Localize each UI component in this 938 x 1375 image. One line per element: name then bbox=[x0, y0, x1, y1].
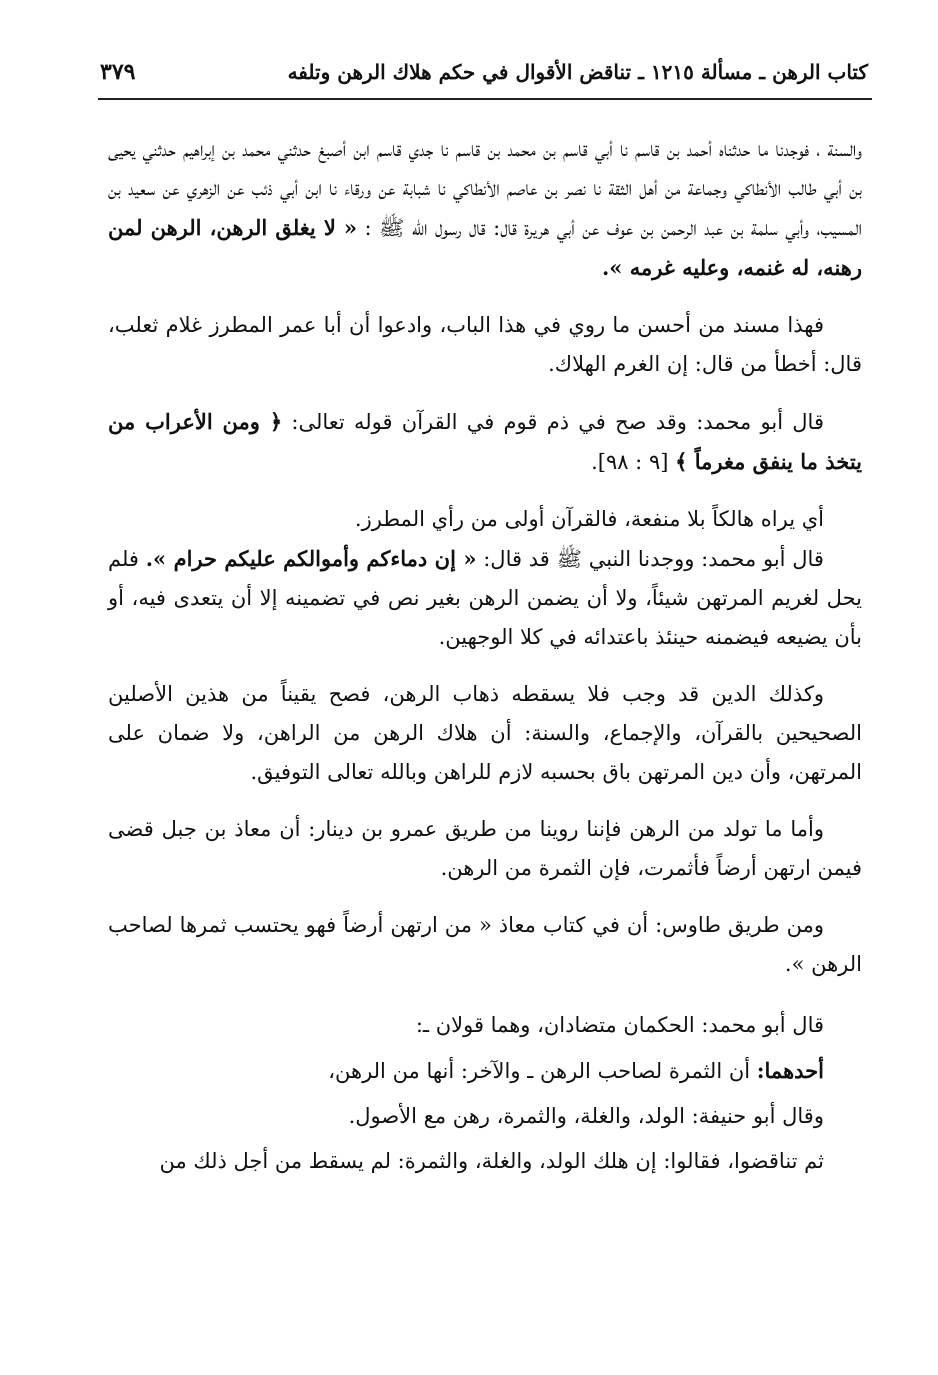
paragraph-text: ثم تناقضوا، فقالوا: إن هلك الولد، والغلة، والثمرة: لم يسقط من أجل ذلك من bbox=[159, 1149, 824, 1173]
hadith-quote: « إن دماءكم وأموالكم عليكم حرام ». bbox=[145, 546, 477, 571]
paragraph-text: أن الثمرة لصاحب الرهن ـ والآخر: أنها من الرهن، bbox=[328, 1059, 751, 1083]
paragraph bbox=[108, 1142, 862, 1181]
quran-quote: ﴿ ومن الأعراب من يتخذ ما ينفق مغرماً ﴾ bbox=[108, 409, 862, 474]
paragraph-lead: أحدهما: bbox=[756, 1058, 824, 1083]
hadith-quote: « لا يغلق الرهن، الرهن لمن رهنه، له غنمه، وعليه غرمه ». bbox=[108, 215, 862, 280]
final-block bbox=[108, 1006, 862, 1181]
verse-reference: [٩ : ٩٨]. bbox=[591, 450, 669, 474]
paragraph-text: أي يراه هالكاً بلا منفعة، فالقرآن أولى من رأي المطرز. bbox=[354, 507, 824, 531]
paragraph bbox=[108, 402, 862, 482]
paragraph bbox=[108, 1097, 862, 1136]
paragraph-text: ومن طريق طاوس: أن في كتاب معاذ « من ارتهن أرضاً فهو يحتسب ثمرها لصاحب الرهن ». bbox=[108, 913, 862, 976]
paragraph-text: والسنة ، فوجدنا ما حدثناه أحمد بن قاسم نا أبي قاسم بن محمد بن قاسم نا جدي قاسم ابن أصبغ حدثني محمد بن إبراهيم حدثني يحيى بن أبي طالب الأنطاكي وجماعة من أهل الثقة نا نصر بن عاصم الأنطاكي نا شبابة عن ورقاء نا ابن أبي ذئب عن الزهري عن سعيد بن المسيب، وأبي سلمة بن عبد الرحمن بن عوف عن أبي هريرة قال: قال رسول الله ﷺ : bbox=[108, 137, 862, 240]
paragraph-text: قال أبو محمد: ووجدنا النبي ﷺ قد قال: bbox=[483, 547, 824, 571]
paragraph bbox=[108, 1051, 862, 1091]
paragraph-text: وأما ما تولد من الرهن فإننا روينا من طريق عمرو بن دينار: أن معاذ بن جبل قضى فيمن ارتهن أرضاً فأثمرت، فإن الثمرة من الرهن. bbox=[108, 817, 862, 880]
paragraph bbox=[108, 500, 862, 539]
body-text bbox=[108, 130, 862, 1187]
running-title: كتاب الرهن ـ مسألة ١٢١٥ ـ تناقض الأقوال في حكم هلاك الرهن وتلفه bbox=[287, 60, 868, 84]
page-header bbox=[100, 52, 868, 92]
paragraph-text: قال أبو محمد: الحكمان متضادان، وهما قولان ـ: bbox=[415, 1013, 824, 1037]
paragraph bbox=[108, 906, 862, 984]
paragraph bbox=[108, 130, 862, 288]
paragraph bbox=[108, 306, 862, 384]
paragraph bbox=[108, 1006, 862, 1045]
paragraph bbox=[108, 810, 862, 888]
paragraph bbox=[108, 675, 862, 792]
paragraph-text: وقال أبو حنيفة: الولد، والغلة، والثمرة، رهن مع الأصول. bbox=[348, 1104, 824, 1128]
page-number: ٣٧٩ bbox=[100, 59, 136, 85]
paragraph-text: فهذا مسند من أحسن ما روي في هذا الباب، وادعوا أن أبا عمر المطرز غلام ثعلب، قال: أخطأ من قال: إن الغرم الهلاك. bbox=[108, 313, 862, 376]
paragraph-text: وكذلك الدين قد وجب فلا يسقطه ذهاب الرهن، فصح يقيناً من هذين الأصلين الصحيحين بالقرآن، والإجماع، والسنة: أن هلاك الرهن من الراهن، ولا ضمان على المرتهن، وأن دين المرتهن باق بحسبه لازم للراهن وبالله تعالى التوفيق. bbox=[108, 682, 862, 784]
paragraph bbox=[108, 539, 862, 657]
header-rule bbox=[98, 98, 872, 100]
paragraph-text-continued: فلم يحل لغريم المرتهن شيئاً، ولا أن يضمن الرهن بغير نص في تضمينه إلا أن يتعدى فيه، أو بأن يضيعه فيضمنه حينئذ باعتدائه في كلا الوجهين. bbox=[108, 547, 862, 649]
paragraph-text: قال أبو محمد: وقد صح في ذم قوم في القرآن قوله تعالى: bbox=[291, 410, 824, 434]
